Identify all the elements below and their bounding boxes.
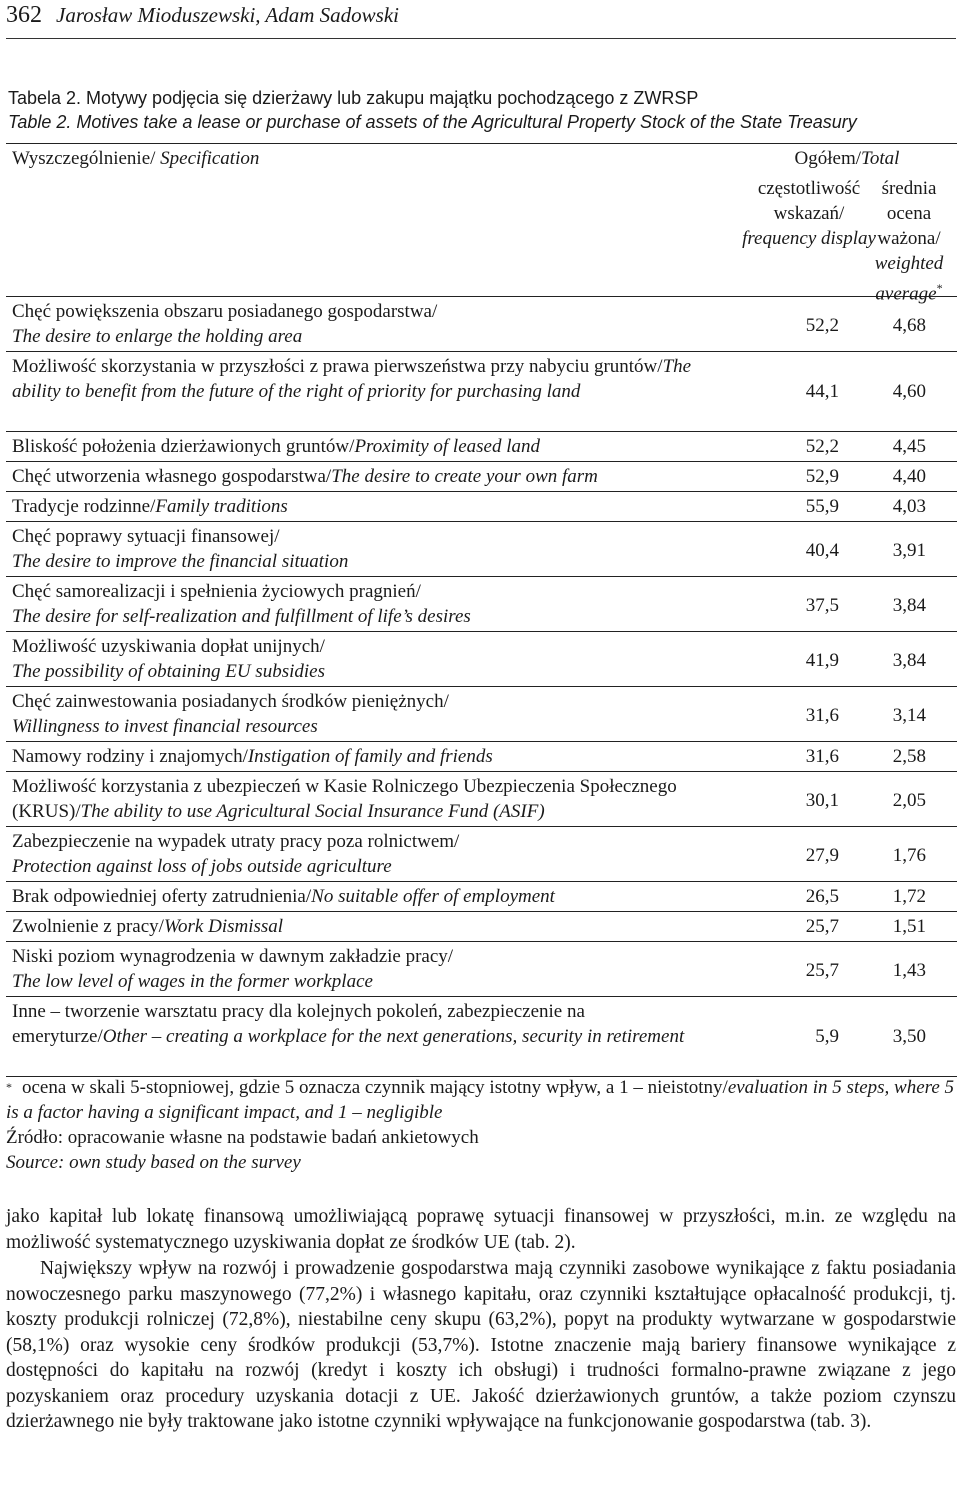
average-value: 1,76 — [892, 845, 926, 866]
frequency-value: 30,1 — [805, 790, 839, 811]
frequency-value: 41,9 — [805, 650, 839, 671]
table-row: Tradycje rodzinne/Family traditions 55,9 4,03 — [6, 492, 957, 522]
source-english: Source: own study based on the survey — [6, 1152, 301, 1173]
frequency-value: 37,5 — [805, 595, 839, 616]
total-header: Ogółem/Total — [794, 148, 900, 169]
average-value: 3,14 — [892, 705, 926, 726]
frequency-value: 31,6 — [805, 705, 839, 726]
footnote-marker: * — [936, 281, 943, 295]
frequency-value: 27,9 — [805, 845, 839, 866]
table-row: Inne – tworzenie warsztatu pracy dla kolejnych pokoleń, zabezpieczenie na emeryturze/Other – creating a workplace for the next generations, security in retirement 5,9 3,50 — [6, 997, 957, 1077]
table-row: Chęć zainwestowania posiadanych środków pieniężnych/ Willingness to invest financial resources 31,6 3,14 — [6, 687, 957, 742]
table-row: Możliwość skorzystania w przyszłości z prawa pierwszeństwa przy nabyciu gruntów/The ability to benefit from the future of the right of priority for purchasing land 44,1 4,60 — [6, 352, 957, 432]
average-value: 4,68 — [892, 315, 926, 336]
footnote: * ocena w skali 5-stopniowej, gdzie 5 oznacza czynnik mający istotny wpływ, a 1 – nieistotny/evaluation in 5 steps, where 5 is a factor having a significant impact, and 1 – negligible — [6, 1077, 955, 1123]
table-caption — [8, 86, 958, 134]
table-row: Zwolnienie z pracy/Work Dismissal 25,7 1,51 — [6, 912, 957, 942]
average-value: 3,50 — [892, 1026, 926, 1047]
spec-header: Wyszczególnienie/ Specification — [12, 148, 260, 169]
average-value: 2,05 — [892, 790, 926, 811]
frequency-value: 25,7 — [805, 960, 839, 981]
average-value: 3,84 — [892, 650, 926, 671]
motives-table — [6, 143, 957, 1077]
frequency-value: 52,9 — [805, 466, 839, 487]
page-number: 362 — [6, 2, 42, 28]
table-header — [6, 144, 957, 305]
frequency-header: częstotliwość wskazań/ frequency display — [742, 178, 876, 249]
average-value: 3,91 — [892, 540, 926, 561]
frequency-value: 40,4 — [805, 540, 839, 561]
frequency-value: 52,2 — [805, 315, 839, 336]
body-paragraph: jako kapitał lub lokatę finansową umożliwiającą poprawę sytuacji finansowej w przyszłości, m.in. ze względu na możliwość systematycznego uzyskiwania dopłat ze środków UE (tab. 2). — [6, 1206, 956, 1253]
header-rule — [6, 38, 956, 39]
average-value: 4,45 — [892, 436, 926, 457]
frequency-value: 55,9 — [805, 496, 839, 517]
frequency-value: 25,7 — [805, 916, 839, 937]
caption-english: Table 2. Motives take a lease or purchase of assets of the Agricultural Property Stock of the State Treasury — [8, 112, 857, 132]
average-value: 4,03 — [892, 496, 926, 517]
average-value: 1,51 — [892, 916, 926, 937]
average-value: 4,60 — [892, 381, 926, 402]
weighted-average-header: średnia ocena ważona/ weighted average* — [874, 178, 944, 305]
table-row: Brak odpowiedniej oferty zatrudnienia/No suitable offer of employment 26,5 1,72 — [6, 882, 957, 912]
running-header — [6, 0, 399, 30]
table-row: Możliwość uzyskiwania dopłat unijnych/ The possibility of obtaining EU subsidies 41,9 3,84 — [6, 632, 957, 687]
frequency-value: 44,1 — [805, 381, 839, 402]
running-authors: Jarosław Mioduszewski, Adam Sadowski — [56, 3, 400, 27]
table-notes — [6, 1075, 956, 1175]
average-value: 2,58 — [892, 746, 926, 767]
table-row: Chęć powiększenia obszaru posiadanego gospodarstwa/ The desire to enlarge the holding area 52,2 4,68 — [6, 297, 957, 352]
table-row: Namowy rodziny i znajomych/Instigation of family and friends 31,6 2,58 — [6, 742, 957, 772]
table-row: Chęć utworzenia własnego gospodarstwa/The desire to create your own farm 52,9 4,40 — [6, 462, 957, 492]
table-row: Chęć poprawy sytuacji finansowej/ The desire to improve the financial situation 40,4 3,91 — [6, 522, 957, 577]
table-row: Możliwość korzystania z ubezpieczeń w Kasie Rolniczego Ubezpieczenia Społecznego (KRUS)/The ability to use Agricultural Social Insurance Fund (ASIF) 30,1 2,05 — [6, 772, 957, 827]
caption-polish: Tabela 2. Motywy podjęcia się dzierżawy lub zakupu majątku pochodzącego z ZWRSP — [8, 88, 699, 108]
table-row: Bliskość położenia dzierżawionych gruntów/Proximity of leased land 52,2 4,45 — [6, 432, 957, 462]
table-row: Zabezpieczenie na wypadek utraty pracy poza rolnictwem/ Protection against loss of jobs outside agriculture 27,9 1,76 — [6, 827, 957, 882]
average-value: 1,72 — [892, 886, 926, 907]
source-polish: Źródło: opracowanie własne na podstawie badań ankietowych — [6, 1127, 479, 1148]
average-value: 4,40 — [892, 466, 926, 487]
frequency-value: 26,5 — [805, 886, 839, 907]
frequency-value: 31,6 — [805, 746, 839, 767]
average-value: 1,43 — [892, 960, 926, 981]
frequency-value: 5,9 — [815, 1026, 839, 1047]
table-row: Niski poziom wynagrodzenia w dawnym zakładzie pracy/ The low level of wages in the former workplace 25,7 1,43 — [6, 942, 957, 997]
frequency-value: 52,2 — [805, 436, 839, 457]
body-paragraph: Największy wpływ na rozwój i prowadzenie gospodarstwa mają czynniki zasobowe wynikające z faktu posiadania nowoczesnego parku maszynowego (77,2%) i własnego kapitału, oraz czynniki kształtujące opłacalność produkcji, tj. koszty produkcji rolniczej (72,8%), niestabilne ceny skupu (63,2%), popyt na produkty wytwarzane w gospodarstwie (58,1%) oraz wysokie ceny środków produkcji (53,7%). Istotne znaczenie mają bariery finansowe wynikające z dostępności do kapitału na rozwój (kredyt i koszty ich obsługi) i trudności formalno-prawne związane z jego pozyskaniem oraz procedury uzyskania dotacji z UE. Jakość dzierżawionych gruntów, a także poziom czynszu dzierżawnego nie były traktowane jako istotne czynniki wpływające na funkcjonowanie gospodarstwa (tab. 3). — [6, 1258, 956, 1432]
table-row: Chęć samorealizacji i spełnienia życiowych pragnień/ The desire for self-realization and fulfillment of life’s desires 37,5 3,84 — [6, 577, 957, 632]
average-value: 3,84 — [892, 595, 926, 616]
